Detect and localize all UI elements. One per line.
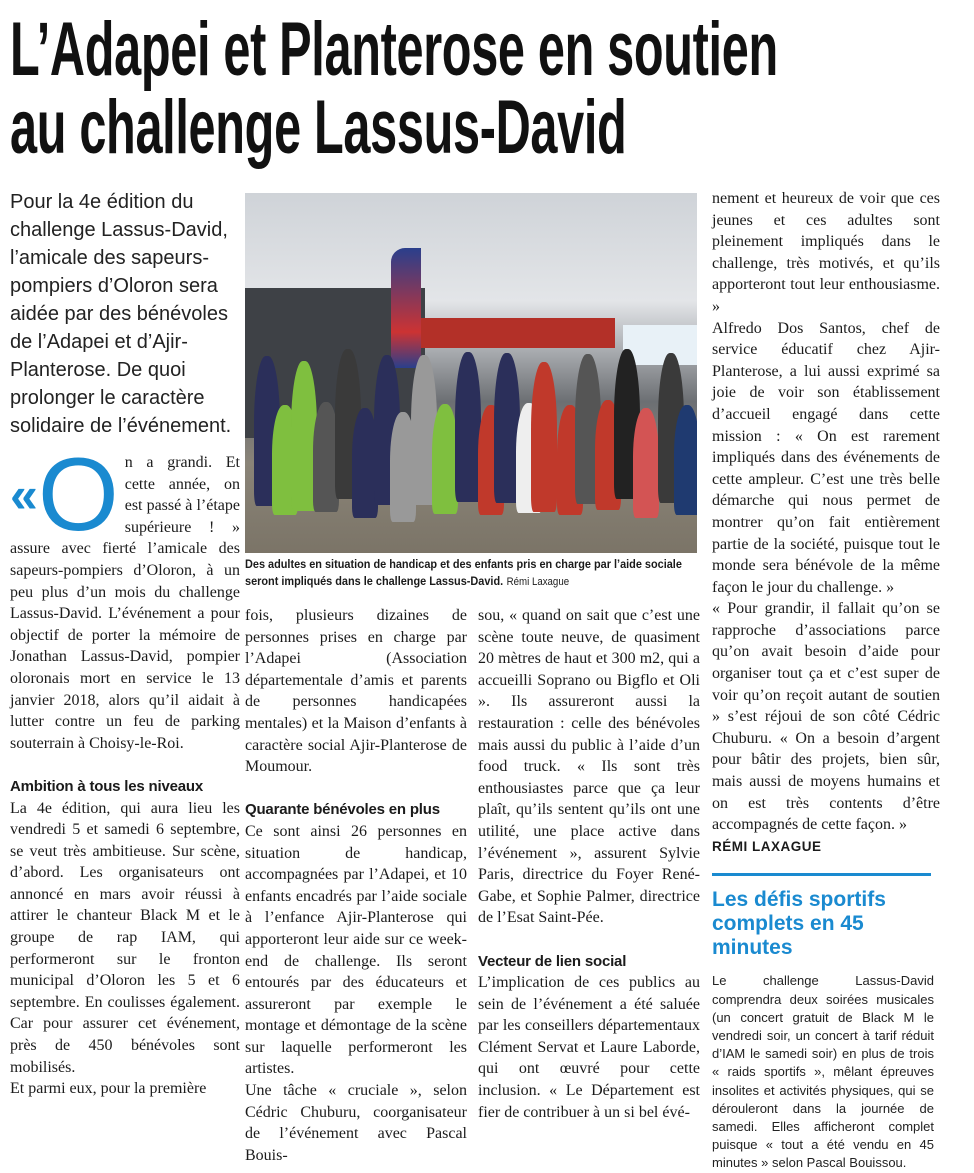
column-1 <box>10 437 240 1100</box>
sidebar-text: Le challenge Lassus-David comprendra deux soirées musicales (un concert gratuit de Black M le vendredi soir, un concert à tarif réduit d’IAM le samedi soir) en plus de trois « raids sportifs », mêlant épreuves insolites et activités physiques, qui se dérouleront dans la journée de samedi. Elles afficheront complet puisque « tout a été vendu en 45 minutes » selon Pascal Bouissou. <box>712 973 934 1171</box>
paragraph: fois, plusieurs dizaines de personnes prises en charge par l’Adapei (Association départementale d’amis et parents de personnes handicapées mentales) et la Maison d’enfants à caractère social Ajir-Planterose de Moumour. <box>245 607 467 776</box>
article-intro: Pour la 4e édition du challenge Lassus-David, l’amicale des sapeurs-pompiers d’Oloron sera aidée par des bénévoles de l’Adapei et d’Ajir-Planterose. De quoi prolonger le caractère solidaire de l’événement. <box>10 191 232 437</box>
column-2 <box>245 605 467 1166</box>
byline: RÉMI LAXAGUE <box>712 838 822 854</box>
photo-caption <box>245 556 698 591</box>
column-3 <box>478 605 700 1123</box>
paragraph: Et parmi eux, pour la première <box>10 1080 207 1098</box>
right-column-stack <box>712 188 940 1173</box>
sidebar-rule <box>712 873 931 876</box>
paragraph: nement et heureux de voir que ces jeunes et ces adultes sont pleinement impliqués dans le challenge, très motivés, et qu’ils apporteront tout leur enthousiasme. » <box>712 190 940 315</box>
drop-cap <box>10 437 119 553</box>
paragraph: sou, « quand on sait que c’est une scène toute neuve, de quasiment 20 mètres de haut et 300 m2, qui a accueilli Soprano ou Bigflo et Oli ». Ils assureront aussi la restauration : celle des bénévoles mais aussi du public à l’aide d’un food truck. « Ils sont très enthousiastes parce que ça leur plaît, qu’ils sentent qu’ils ont une utilité, une place active dans l’événement », assurent Sylvie Paris, directrice du Foyer René-Gabe, et Sophie Palmer, directrice de l’Esat Saint-Pée. <box>478 607 700 927</box>
article-photo <box>245 193 697 553</box>
paragraph: Une tâche « cruciale », selon Cédric Chuburu, coorganisateur de l’événement avec Pascal Bouis- <box>245 1082 467 1164</box>
paragraph: L’implication de ces publics au sein de l’événement a été saluée par les conseillers départementaux Clément Servat et Laure Laborde, qui ont œuvré pour cette inclusion. « Le Département est fier de contribuer à un si bel évé- <box>478 974 700 1121</box>
subheading: Vecteur de lien social <box>478 952 627 970</box>
paragraph: La 4e édition, qui aura lieu les vendredi 5 et samedi 6 septembre, se veut très ambitieuse. Sur scène, d’abord. Les organisateurs ont annoncé en mars avoir réussi à attirer le chanteur Black M et le groupe de rap IAM, qui performeront sur le fronton municipal d’Oloron les 5 et 6 septembre. En coulisses également. Car pour assurer cet événement, près de 450 bénévoles sont mobilisés. <box>10 799 240 1076</box>
paragraph: n a grandi. Et cette année, on est passé à l’étape supérieure ! » assure avec fierté l’amicale des sapeurs-pompiers d’Oloron, à un peu plus d’un mois du challenge Lassus-David. L’événement a pour objectif de porter la mémoire de Jonathan Lassus-David, pompier oloronais mort en service le 13 janvier 2018, alors qu’il aidait à lutter contre un feu de parking souterrain à Choisy-le-Roi. <box>10 454 240 752</box>
subheading: Ambition à tous les niveaux <box>10 777 203 795</box>
photo-credit: Rémi Laxague <box>506 576 570 588</box>
paragraph: Alfredo Dos Santos, chef de service éducatif chez Ajir-Planterose, a lui aussi exprimé sa joie de voir son établissement d’accueil engagé dans cette mission : « On est rarement impliqués dans des événements de cette ampleur. C’est une très belle démarche qui nous permet de montrer qu’on fait entièrement partie de la société, puisque tout le monde sera bénévole de la même façon le jour du challenge. » <box>712 319 940 596</box>
drop-cap-quote: « <box>10 467 38 523</box>
photo-person <box>633 408 659 518</box>
paragraph: Ce sont ainsi 26 personnes en situation de handicap, accompagnées par l’Adapei, et 10 enfants encadrés par l’aide sociale à l’enfance Ajir-Planterose qui apporteront leur aide sur ce week-end de challenge. Ils seront entourés par des éducateurs et assureront par exemple le montage et démontage de la scène sur laquelle performeront les artistes. <box>245 822 467 1078</box>
left-column-stack <box>10 188 240 1100</box>
headline-line-1: L’Adapei et Planterose en soutien <box>10 7 778 92</box>
column-4 <box>712 188 940 857</box>
photo-person <box>674 405 697 515</box>
photo-person <box>531 362 557 512</box>
sidebar-title: Les défis sportifs complets en 45 minutes <box>712 888 886 960</box>
photo-group-of-people <box>245 338 697 513</box>
caption-text: Des adultes en situation de handicap et des enfants pris en charge par l’aide sociale seront impliqués dans le challenge Lassus-David. <box>245 557 682 588</box>
paragraph: « Pour grandir, il fallait qu’on se rapproche d’associations parce qu’on avait besoin d’aide pour organiser tout ça et c’est super de voir qu’on reçoit autant de soutien » s’est réjoui de son côté Cédric Chuburu. « On a besoin d’argent pour bâtir des projets, bien sûr, mais aussi de moyens humains et on est très contents d’être accompagnés de cette façon. » <box>712 600 940 834</box>
headline-line-2: au challenge Lassus-David <box>10 85 627 170</box>
drop-cap-letter: O <box>37 437 119 553</box>
photo-person <box>432 404 458 514</box>
subheading: Quarante bénévoles en plus <box>245 801 440 819</box>
